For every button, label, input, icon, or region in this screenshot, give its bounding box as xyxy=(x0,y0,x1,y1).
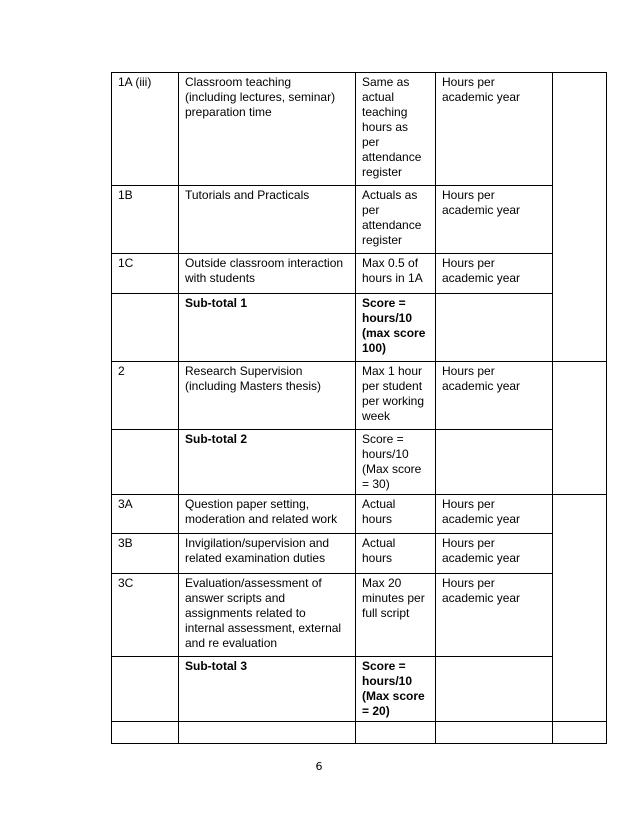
unit: Hours per academic year xyxy=(436,495,553,534)
item-id: 2 xyxy=(112,362,179,430)
basis: Max 1 hour per student per working week xyxy=(356,362,436,430)
activity xyxy=(179,722,356,744)
subtotal-label: Sub-total 1 xyxy=(179,294,356,362)
item-id: 1B xyxy=(112,186,179,254)
page-number: 6 xyxy=(315,760,323,773)
unit xyxy=(436,294,553,362)
item-id: 3A xyxy=(112,495,179,534)
score-cell xyxy=(553,362,607,495)
subtotal-score: Score = hours/10 (Max score = 30) xyxy=(356,430,436,495)
item-id xyxy=(112,657,179,722)
item-id xyxy=(112,430,179,495)
table-row xyxy=(112,534,607,574)
basis: Max 20 minutes per full script xyxy=(356,574,436,657)
table-row xyxy=(112,294,607,362)
unit xyxy=(436,657,553,722)
item-id: 1A (iii) xyxy=(112,73,179,186)
item-id: 1C xyxy=(112,254,179,294)
subtotal-score: Score = hours/10 (Max score = 20) xyxy=(356,657,436,722)
table-row xyxy=(112,657,607,722)
score-cell xyxy=(553,495,607,722)
activity: Tutorials and Practicals xyxy=(179,186,356,254)
table-row xyxy=(112,495,607,534)
basis: Actual hours xyxy=(356,495,436,534)
table-row xyxy=(112,254,607,294)
unit: Hours per academic year xyxy=(436,574,553,657)
basis xyxy=(356,722,436,744)
item-id xyxy=(112,722,179,744)
unit: Hours per academic year xyxy=(436,186,553,254)
table-row xyxy=(112,722,607,744)
subtotal-score: Score = hours/10 (max score 100) xyxy=(356,294,436,362)
item-id xyxy=(112,294,179,362)
activity: Classroom teaching (including lectures, seminar) preparation time xyxy=(179,73,356,186)
basis: Actuals as per attendance register xyxy=(356,186,436,254)
activity: Research Supervision (including Masters thesis) xyxy=(179,362,356,430)
activity: Invigilation/supervision and related examination duties xyxy=(179,534,356,574)
table-row xyxy=(112,574,607,657)
workload-table xyxy=(111,72,607,744)
basis: Actual hours xyxy=(356,534,436,574)
item-id: 3C xyxy=(112,574,179,657)
activity: Question paper setting, moderation and related work xyxy=(179,495,356,534)
unit: Hours per academic year xyxy=(436,254,553,294)
table-row xyxy=(112,73,607,186)
unit: Hours per academic year xyxy=(436,362,553,430)
unit: Hours per academic year xyxy=(436,534,553,574)
item-id: 3B xyxy=(112,534,179,574)
subtotal-label: Sub-total 2 xyxy=(179,430,356,495)
score-cell xyxy=(553,722,607,744)
unit xyxy=(436,430,553,495)
activity: Outside classroom interaction with students xyxy=(179,254,356,294)
basis: Same as actual teaching hours as per attendance register xyxy=(356,73,436,186)
score-cell xyxy=(553,73,607,362)
basis: Max 0.5 of hours in 1A xyxy=(356,254,436,294)
unit xyxy=(436,722,553,744)
table-row xyxy=(112,362,607,430)
activity: Evaluation/assessment of answer scripts and assignments related to internal assessment, external and re evaluation xyxy=(179,574,356,657)
unit: Hours per academic year xyxy=(436,73,553,186)
subtotal-label: Sub-total 3 xyxy=(179,657,356,722)
table-row xyxy=(112,430,607,495)
table-row xyxy=(112,186,607,254)
